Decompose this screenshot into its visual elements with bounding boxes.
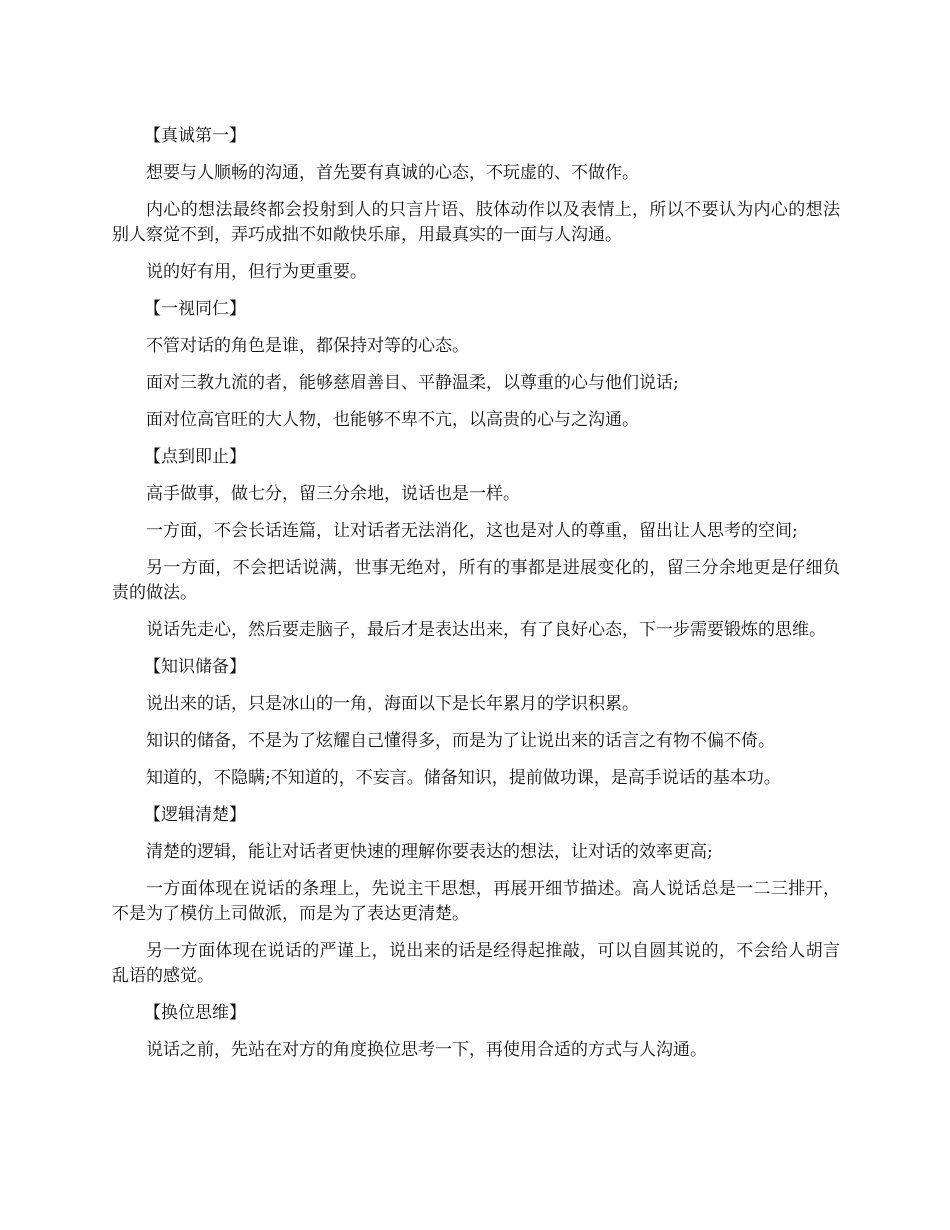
- paragraph: 内心的想法最终都会投射到人的只言片语、肢体动作以及表情上，所以不要认为内心的想法别人察觉不到，弄巧成拙不如敞快乐扉，用最真实的一面与人沟通。: [112, 200, 840, 245]
- section-equality: [112, 297, 840, 433]
- paragraph: 另一方面体现在说话的严谨上，说出来的话是经得起推敲，可以自圆其说的，不会给人胡言乱语的感觉。: [112, 941, 840, 986]
- document-page: [112, 124, 840, 1075]
- paragraph: 说话先走心，然后要走脑子，最后才是表达出来，有了良好心态，下一步需要锻炼的思维。: [146, 620, 826, 640]
- section-heading: 【真诚第一】: [144, 126, 246, 146]
- paragraph: 说出来的话，只是冰山的一角，海面以下是长年累月的学识积累。: [146, 694, 639, 714]
- section-logic: [112, 803, 840, 989]
- paragraph: 知识的储备，不是为了炫耀自己懂得多，而是为了让说出来的话言之有物不偏不倚。: [146, 731, 775, 751]
- section-heading: 【知识储备】: [144, 657, 246, 677]
- paragraph: 另一方面，不会把话说满，世事无绝对，所有的事都是进展变化的，留三分余地更是仔细负责的做法。: [112, 558, 840, 603]
- paragraph: 一方面，不会长话连篇，让对话者无法消化，这也是对人的尊重，留出让人思考的空间;: [146, 521, 798, 541]
- paragraph: 高手做事，做七分，留三分余地，说话也是一样。: [146, 484, 520, 504]
- section-sincerity: [112, 124, 840, 285]
- paragraph: 面对位高官旺的大人物，也能够不卑不亢，以高贵的心与之沟通。: [146, 410, 639, 430]
- section-knowledge: [112, 655, 840, 791]
- paragraph: 面对三教九流的者，能够慈眉善目、平静温柔，以尊重的心与他们说话;: [146, 373, 679, 393]
- section-moderation: [112, 445, 840, 643]
- paragraph: 知道的，不隐瞒;不知道的，不妄言。储备知识，提前做功课，是高手说话的基本功。: [146, 768, 781, 788]
- paragraph: 不管对话的角色是谁，都保持对等的心态。: [146, 336, 469, 356]
- paragraph: 说话之前，先站在对方的角度换位思考一下，再使用合适的方式与人沟通。: [146, 1040, 707, 1060]
- paragraph: 想要与人顺畅的沟通，首先要有真诚的心态，不玩虚的、不做作。: [146, 163, 639, 183]
- section-empathy: [112, 1001, 840, 1063]
- section-heading: 【逻辑清楚】: [144, 805, 246, 825]
- section-heading: 【点到即止】: [144, 447, 246, 467]
- section-heading: 【换位思维】: [144, 1003, 246, 1023]
- paragraph: 清楚的逻辑，能让对话者更快速的理解你要表达的想法，让对话的效率更高;: [146, 842, 713, 862]
- paragraph: 一方面体现在说话的条理上，先说主干思想，再展开细节描述。高人说话总是一二三排开，不是为了模仿上司做派，而是为了表达更清楚。: [112, 879, 840, 924]
- paragraph: 说的好有用，但行为更重要。: [146, 262, 367, 282]
- section-heading: 【一视同仁】: [144, 299, 246, 319]
